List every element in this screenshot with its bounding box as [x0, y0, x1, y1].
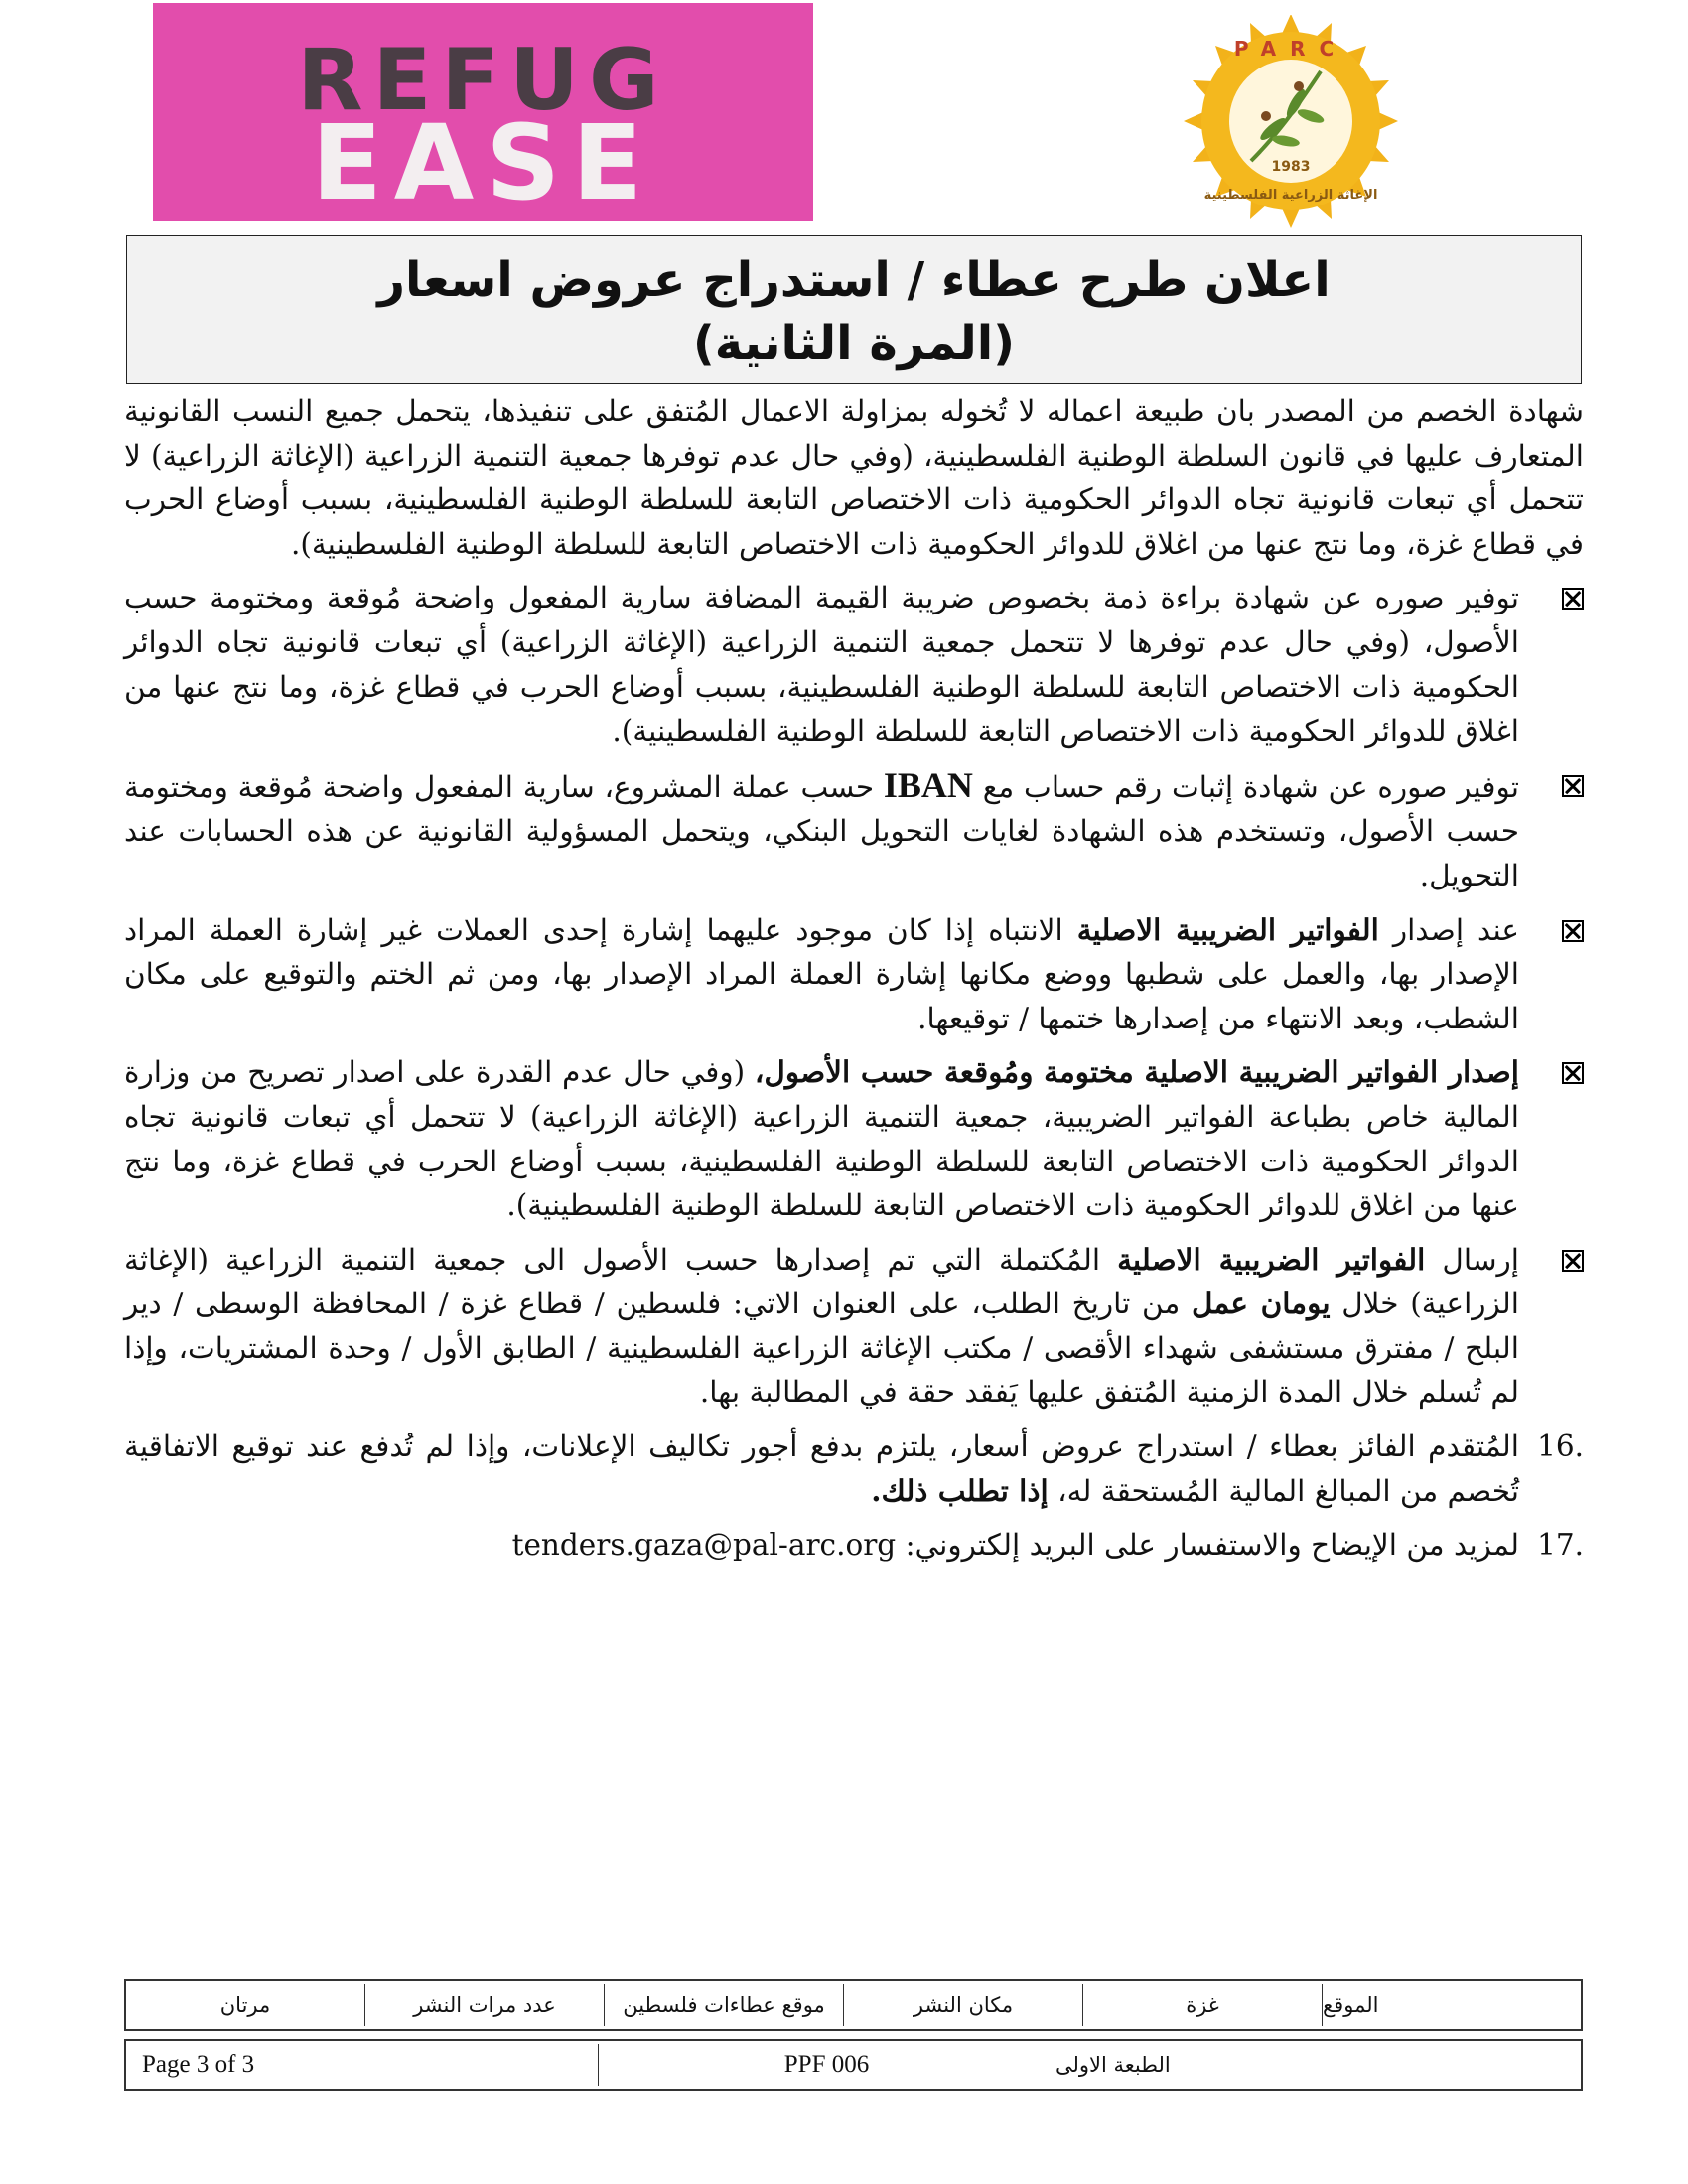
item-bold-text: الفواتير الضريبية الاصلية [1076, 911, 1379, 947]
footer-cell: مكان النشر [843, 1984, 1082, 2026]
item-bold-text: إصدار الفواتير الضريبية الاصلية مختومة ومُوقعة حسب الأصول، [754, 1054, 1519, 1090]
item-text: عند إصدار [1392, 912, 1519, 947]
intro-paragraph [124, 389, 1584, 566]
item-number: 16. [1537, 1430, 1584, 1464]
item-text: توفير صوره عن شهادة براءة ذمة بخصوص ضريبة القيمة المضافة سارية المفعول واضحة مُوقعة ومختومة حسب الأصول، (وفي حال عدم توفرها لا تتحمل جمعية التنمية الزراعية (الإغاثة الزراعية) أي تبعات قانونية تجاه الدوائر الحكومية ذات الاختصاص التابعة للسلطة الوطنية الفلسطينية، بسبب أوضاع الحرب في قطاع غزة، وما نتج عنها من اغلاق للدوائر الحكومية ذات الاختصاص التابعة للسلطة الوطنية الفلسطينية). [124, 581, 1519, 749]
svg-text:PARC: PARC [1233, 37, 1348, 61]
item-number: 17. [1537, 1528, 1584, 1563]
parc-logo-emblem [1028, 15, 1554, 228]
item-text: لمزيد من الإيضاح والاستفسار على البريد إلكتروني: [905, 1528, 1519, 1563]
item-text: الانتباه إذا كان موجود عليهما إشارة إحدى العملات غير إشارة العملة المراد الإصدار بها، والعمل على شطبها ووضع مكانها إشارة العملة المراد الإصدار بها، ومن ثم الختم والتوقيع على مكان الشطب، وبعد الانتهاء من إصدارها ختمها / توقيعها. [124, 912, 1519, 1035]
refugease-logo-line1: REFUG [297, 31, 669, 130]
item-text: المُكتملة التي تم إصدارها حسب الأصول الى جمعية التنمية الزراعية (الإغاثة الزراعية) خلال [124, 1242, 1519, 1321]
iban-label: IBAN [883, 764, 973, 805]
checkbox-x-icon [1562, 920, 1584, 942]
svg-text:الإغاثة الزراعية الفلسطينية: الإغاثة الزراعية الفلسطينية [1203, 188, 1378, 203]
item-text: حسب عملة المشروع، سارية المفعول واضحة مُوقعة ومختومة حسب الأصول، وتستخدم هذه الشهادة لغايات التحويل البنكي، ويتحمل المسؤولية القانونية عن هذه الحسابات عند التحويل. [124, 769, 1519, 892]
parc-logo [1028, 15, 1554, 228]
footer-publication-table [124, 1979, 1583, 2031]
item-bold-text: إذا تطلب ذلك. [871, 1472, 1049, 1508]
item-text: إرسال [1442, 1242, 1519, 1277]
announcement-title-box [126, 235, 1582, 384]
footer-cell: مرتان [219, 1993, 271, 2017]
item-text: من تاريخ الطلب، على العنوان الاتي: فلسطين / قطاع غزة / المحافظة الوسطى / دير البلح / مفترق مستشفى شهداء الأقصى / مكتب الإغاثة الزراعية الفلسطينية / الطابق الأول / وحدة المشتريات، وإذا لم تُسلم خلال المدة الزمنية المُتفق عليها يَفقد حقة في المطالبة بها. [124, 1287, 1519, 1410]
intro-text: شهادة الخصم من المصدر بان طبيعة اعماله لا تُخوله بمزاولة الاعمال المُتفق على تنفيذها، يتحمل جميع النسب القانونية المتعارف عليها في قانون السلطة الوطنية الفلسطينية، (وفي حال عدم توفرها جمعية التنمية الزراعية (الإغاثة الزراعية) لا تتحمل أي تبعات قانونية تجاه الدوائر الحكومية ذات الاختصاص التابعة للسلطة الوطنية الفلسطينية، بسبب أوضاع الحرب في قطاع غزة، وما نتج عنها من اغلاق للدوائر الحكومية ذات الاختصاص التابعة للسلطة الوطنية الفلسطينية). [124, 394, 1584, 561]
list-item-invoice-issue [124, 1050, 1584, 1227]
footer-page-info [124, 2039, 1583, 2091]
item-text: توفير صوره عن شهادة إثبات رقم حساب مع [982, 769, 1519, 804]
document-body [124, 389, 1584, 1577]
footer-cell: غزة [1082, 1984, 1322, 2026]
footer-cell: الموقع [1322, 1984, 1581, 2026]
page-number: Page 3 of 3 [126, 2044, 599, 2086]
list-item-invoice-send [124, 1238, 1584, 1415]
checkbox-x-icon [1562, 1250, 1584, 1272]
contact-email-link[interactable]: tenders.gaza@pal-arc.org [511, 1528, 897, 1563]
footer-cell: موقع عطاءات فلسطين [604, 1984, 843, 2026]
item-text: (وفي حال عدم القدرة على اصدار تصريح من وزارة المالية خاص بطباعة الفواتير الضريبية، جمعية التنمية الزراعية (الإغاثة الزراعية) لا تتحمل أي تبعات قانونية تجاه الدوائر الحكومية ذات الاختصاص التابعة للسلطة الوطنية الفلسطينية، بسبب أوضاع الحرب في قطاع غزة، وما نتج عنها من اغلاق للدوائر الحكومية ذات الاختصاص التابعة للسلطة الوطنية الفلسطينية). [124, 1055, 1519, 1223]
form-code: PPF 006 [599, 2044, 1055, 2086]
edition-label: الطبعة الاولى [1055, 2053, 1171, 2077]
checkbox-x-icon [1562, 1062, 1584, 1084]
announcement-title: اعلان طرح عطاء / استدراج عروض اسعار [377, 252, 1331, 308]
refugease-logo [153, 3, 813, 221]
item-text: المُتقدم الفائز بعطاء / استدراج عروض أسعار، يلتزم بدفع أجور تكاليف الإعلانات، وإذا لم تُدفع عند توقيع الاتفاقية تُخصم من المبالغ المالية المُستحقة له، [124, 1430, 1519, 1508]
numbered-item-17 [124, 1523, 1584, 1568]
checkbox-x-icon [1562, 588, 1584, 610]
announcement-subtitle: (المرة الثانية) [692, 316, 1016, 371]
list-item-invoice-currency [124, 908, 1584, 1041]
numbered-item-16 [124, 1425, 1584, 1513]
item-bold-text: يومان عمل [1192, 1286, 1331, 1321]
refugease-logo-line2: EASE [311, 102, 655, 223]
list-item-vat-clearance [124, 576, 1584, 752]
item-bold-text: الفواتير الضريبية الاصلية [1117, 1241, 1426, 1277]
footer-cell: عدد مرات النشر [364, 1984, 604, 2026]
checkbox-x-icon [1562, 775, 1584, 797]
svg-text:1983: 1983 [1271, 159, 1311, 175]
list-item-iban [124, 763, 1584, 898]
